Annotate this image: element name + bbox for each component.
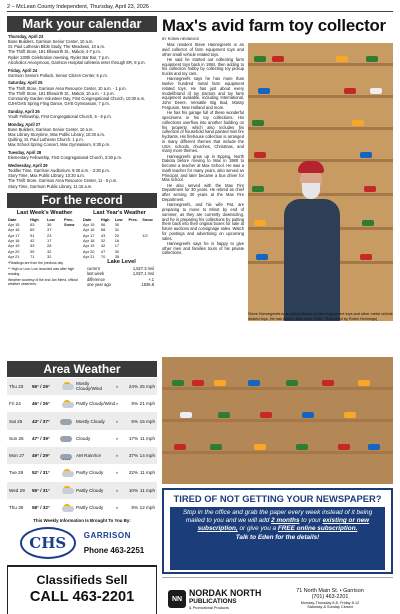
record-cell: Apr 20 <box>8 248 20 254</box>
partly-cloudy-icon <box>60 485 74 495</box>
partly-cloudy-icon <box>60 468 74 478</box>
record-header-cell: High <box>100 216 110 222</box>
record-cell: Apr 19 <box>8 243 20 249</box>
record-cell: 53 <box>30 243 35 249</box>
forecast-wind: 15 mph <box>139 418 155 424</box>
article-headline: Max's avid farm toy collector <box>162 16 386 35</box>
record-cell: Apr 15 <box>83 222 95 228</box>
record-note: ** High or Low: Low recorded was after high reading. <box>8 267 75 276</box>
calendar-date: Monday, April 27 <box>8 121 41 127</box>
article-paragraph: Hannegreefs, and his wife Pat, are preparing to move to Minot by end of summer, as they are currently downsizing, and he is preparing his collections by putting them back into their original boxes for sale at future auctions and consignage sales. Watch for postings and advertising on upcoming sales. <box>162 202 244 241</box>
forecast-day: Fri 24 <box>9 401 21 407</box>
records-title: For the record <box>7 193 157 208</box>
forecast-list <box>7 378 157 516</box>
calendar-event: St. Paul Lutheran Bible Study, The Meadows, 10 a.m. <box>8 44 106 50</box>
record-cell: 32 <box>47 248 52 254</box>
toy-truck <box>218 412 230 418</box>
classifieds-title: Classifieds Sell <box>36 573 128 588</box>
toy-tractor <box>254 220 266 226</box>
toy-tractor <box>192 380 204 386</box>
lake-label: current <box>87 266 100 272</box>
record-note: Weather courtesy of Ike and Jan Mertz, official weather observers. <box>8 277 78 286</box>
forecast-wind: 11 mph <box>140 470 155 476</box>
partly-cloudy-icon <box>60 399 74 409</box>
precip-drop-icon: ♦ <box>116 470 119 476</box>
record-cell: 71 <box>30 253 35 259</box>
records-section <box>7 208 157 358</box>
calendar-event: Community Garden Volunteer Day, First Congregational Church, 10:30 a.m. <box>8 95 146 101</box>
forecast-precip: 8% <box>131 505 139 510</box>
record-cell: 28 <box>47 243 52 249</box>
record-cell: Apr 15 <box>8 222 20 228</box>
forecast-row <box>7 464 157 481</box>
forecast-temp: 47° / 39° <box>32 435 50 441</box>
record-cell: Apr 17 <box>83 232 95 238</box>
record-cell: 69 <box>30 227 35 233</box>
publisher-hours-2: Saturday & Sunday Closed <box>307 605 353 610</box>
toy-truck <box>256 254 268 260</box>
toy-truck <box>370 88 382 94</box>
record-cell: 32 <box>100 237 106 243</box>
publisher-address: 71 North Main St. • Garrison <box>296 587 364 594</box>
calendar-event: Bone Builders, Garrison Senior Center, 10 a.m. <box>8 126 94 132</box>
article-paragraph: He has his garage full of these wonderful specimens in his toy collections. His collections overflow into another building on his property, which also includes his collection of household hand painted mini fire hydrants. His firehouse collection is arranged in many different themes that include the USA, schools, churches, Christmas, and many more themes. <box>162 110 244 154</box>
record-cell: 30 <box>114 248 120 254</box>
toy-truck <box>360 254 372 260</box>
record-cell: Apr 20 <box>83 248 95 254</box>
photo-caption: Steve Hannegreefs is an avid collector of farm equipment toys and other metal vehicle related toys. He has lived in Max since 1986. (Submitted by Robin Hennings) <box>248 312 393 321</box>
toy-tractor <box>174 444 186 450</box>
record-cell: Apr 21 <box>8 253 20 259</box>
subscription-headline: TIRED OF NOT GETTING YOUR NEWSPAPER? <box>173 493 382 504</box>
forecast-wind: 12 mph <box>139 505 155 510</box>
chs-text <box>84 531 144 555</box>
lake-label: difference <box>87 276 105 282</box>
record-cell: 70 <box>100 253 106 259</box>
sub-line-1: Stop in the office and grab the paper every week instead of it being mailed to you and we will add <box>182 509 373 525</box>
record-cell: 42 <box>100 243 106 249</box>
lake-value: 1,827.1 msl <box>132 271 154 277</box>
record-note: *Readings are from the previous day <box>8 261 64 266</box>
article-paragraph: Hannegreefs says he is happy to give other men and families tours of his private collections. <box>162 240 244 256</box>
man-beard <box>302 183 320 199</box>
nordak-logo-icon: NN <box>168 590 186 608</box>
toy-tractor <box>296 444 308 450</box>
toy-tractor <box>358 380 370 386</box>
record-header-cell: High <box>30 216 39 222</box>
calendar-date: Sunday, April 26 <box>8 108 40 114</box>
publisher-name <box>189 588 267 611</box>
forecast-day: Sat 25 <box>9 418 23 424</box>
sub-line-2: to your <box>301 517 321 525</box>
sponsor-title: This Weekly Information Is Brought To You By: <box>33 518 131 524</box>
forecast-row <box>7 499 157 516</box>
toy-truck <box>180 412 192 418</box>
shelf <box>248 95 393 98</box>
forecast-temp: 49° / 29° <box>32 453 50 459</box>
record-row <box>8 254 81 259</box>
publisher-contact <box>267 588 393 610</box>
toy-tractor <box>364 186 376 192</box>
shelf <box>162 419 393 422</box>
toy-truck <box>344 412 356 418</box>
calendar-event: Story Time, Garrison Public Library, 11:15 a.m. <box>8 183 93 189</box>
record-cell: Apr 17 <box>8 232 20 238</box>
publisher-name-1: NORDAK NORTH <box>189 587 262 598</box>
record-cell: 31 <box>114 227 120 233</box>
forecast-temp: 43° / 37° <box>32 418 50 424</box>
sub-line-4: Talk to Eden for the details! <box>235 533 320 541</box>
cloud-icon <box>60 436 72 442</box>
chs-name: GARRISON <box>83 531 131 541</box>
rain-icon <box>60 451 74 461</box>
publisher-name-3: & Promotional Products <box>189 605 229 610</box>
cloud-icon <box>62 471 74 477</box>
calendar-date: Thursday, April 23 <box>8 34 44 39</box>
forecast-condition: Partly Cloudy <box>76 505 104 510</box>
lake-value: 1836.8 <box>141 282 154 288</box>
forecast-day: Thu 23 <box>9 383 24 389</box>
record-cell: 63 <box>30 222 35 228</box>
toy-tractor <box>368 444 380 450</box>
calendar-event: GJH/GHS Spring Fling Dance, GHS Gymnasium, 7 p.m. <box>8 101 110 107</box>
toy-tractor <box>366 56 378 62</box>
forecast-precip: 10% <box>128 487 139 493</box>
toy-truck <box>258 88 270 94</box>
toy-tractor <box>172 380 184 386</box>
sub-link-1: 2 months <box>271 517 300 525</box>
toy-shelf-photo <box>162 357 393 484</box>
toy-truck <box>302 412 314 418</box>
precip-drop-icon: ♦ <box>116 505 119 510</box>
record-header-cell: Date <box>83 216 92 222</box>
record-cell: Apr 16 <box>8 227 20 233</box>
shelf <box>162 451 393 454</box>
sub-link-2: existing or new subscription, <box>197 517 370 533</box>
toy-tractor <box>254 56 266 62</box>
calendar-event: Toddler Time, Garrison Auditorium, 9:30 a.m. - 2:30 p.m. <box>8 168 110 174</box>
forecast-row <box>7 482 157 499</box>
last-week-heading: Last Week's Weather <box>16 209 73 216</box>
article-paragraph: He also served with the Max Fire Department for 30 years. He retired as chief after serving 30 years at the Max Fire Department. <box>162 182 244 202</box>
lake-label: one year ago <box>87 282 111 288</box>
shelf <box>248 159 393 162</box>
toy-truck <box>344 88 356 94</box>
forecast-precip: 8% <box>131 401 139 407</box>
record-cell: Apr 18 <box>8 237 20 243</box>
forecast-precip: 6% <box>131 418 139 424</box>
shelf <box>248 193 393 196</box>
toy-tractor <box>210 444 222 450</box>
cloud-icon <box>62 402 74 408</box>
precip-drop-icon: ♦ <box>116 418 119 424</box>
forecast-precip: 24% <box>128 383 139 389</box>
toy-tractor <box>362 220 374 226</box>
last-week-weather <box>7 210 82 356</box>
calendar-date: Wednesday, April 29 <box>8 163 48 168</box>
calendar-event: Max School Spring Concert, Max Gymnasium, 6:30 p.m. <box>8 142 111 148</box>
publisher-ad[interactable] <box>162 577 393 614</box>
forecast-day: Thu 30 <box>9 505 24 510</box>
forecast-precip: 22% <box>128 470 139 476</box>
precip-drop-icon: ♦ <box>116 383 119 389</box>
record-cell: Apr 18 <box>83 237 95 243</box>
publisher-name-2: PUBLICATIONS <box>189 597 237 605</box>
toy-tractor <box>254 444 266 450</box>
toy-tractor <box>360 152 372 158</box>
record-cell: 51 <box>30 232 35 238</box>
forecast-condition: Mostly Cloudy/Wind <box>76 381 103 392</box>
record-cell: Apr 19 <box>83 243 95 249</box>
calendar-event: Bone Builders, Garrison Senior Center, 10 a.m. <box>8 39 94 45</box>
record-cell: 23 <box>47 232 52 238</box>
calendar-title: Mark your calendar <box>7 16 157 32</box>
forecast-wind: 25 mph <box>139 383 155 389</box>
sub-line-3: or give you a <box>239 525 277 533</box>
lake-level <box>83 259 156 287</box>
man-figure <box>284 199 340 321</box>
record-cell <box>142 254 156 259</box>
forecast-row <box>7 395 157 412</box>
publisher-phone: (701) 463-2201 <box>311 594 349 601</box>
cloud-icon <box>60 419 72 425</box>
record-cell: 68 <box>100 227 106 233</box>
cloud-icon <box>62 384 74 390</box>
toy-tractor <box>252 120 264 126</box>
forecast-condition: Partly Cloudy <box>76 487 104 493</box>
forecast-condition: AM Rain/Ice <box>76 453 102 459</box>
calendar-event: Ryder 130th Celebration meeting, Ryder Bar Bar, 7 p.m. <box>8 54 110 60</box>
forecast-temp: 56° / 29° <box>32 383 50 389</box>
calendar-event: Max Library Storytime, Max Public Library, 10:30 a.m. <box>8 132 106 138</box>
sub-link-3: FREE online subscription. <box>277 525 358 533</box>
calendar-event: Alcoholics Anonymous, Garrison Hospital cafeteria enter through ER, 8 p.m. <box>8 59 146 65</box>
article-byline: BY ROBIN HENNINGS <box>162 37 200 41</box>
forecast-day: Sun 26 <box>9 435 24 441</box>
forecast-day: Tue 28 <box>9 470 24 476</box>
forecast-condition: Cloudy <box>76 435 91 441</box>
calendar-event: Story Time, Max Public Library, 10:30 a.m. <box>8 173 85 179</box>
toy-tractor <box>338 444 350 450</box>
record-cell: 43 <box>100 232 106 238</box>
left-column <box>7 16 157 614</box>
record-header-cell: Low <box>47 216 55 222</box>
toy-tractor <box>336 56 348 62</box>
record-header-cell: Date <box>8 216 17 222</box>
record-cell: Apr 21 <box>83 253 95 259</box>
cloud-icon <box>62 488 74 494</box>
calendar-event: Quilting, St. Paul Lutheran Church, 1 p.m. <box>8 137 84 143</box>
right-column <box>162 16 393 610</box>
forecast-row <box>7 447 157 464</box>
forecast-temp: 58° / 32° <box>32 505 50 510</box>
toy-tractor <box>322 380 334 386</box>
record-cell: Apr 16 <box>83 227 95 233</box>
article-paragraph: He said he started out collecting farm equipment toys back in 1984, then adding to his collection hobby by collecting toy pickup trucks and toy cars. <box>162 56 244 77</box>
forecast-wind: 14 mph <box>139 453 155 459</box>
forecast-day: Wed 29 <box>9 487 25 493</box>
cloud-icon <box>62 506 74 512</box>
classifieds-ad[interactable] <box>7 565 157 614</box>
lake-value: 1,827.3 msl <box>132 266 154 272</box>
chs-phone: Phone 463-2251 <box>83 546 145 556</box>
record-cell: 1/2 <box>142 232 148 238</box>
precip-drop-icon: ♦ <box>116 453 119 459</box>
last-year-heading: Last Year's Weather <box>93 209 146 216</box>
precip-drop-icon: ♦ <box>116 401 119 407</box>
forecast-wind: 21 mph <box>139 401 155 407</box>
publisher-hours-1: Monday-Thursday 8-5, Friday 8-12 <box>300 600 360 605</box>
forecast-wind: 11 mph <box>140 435 155 441</box>
record-header-cell: Prec. <box>128 216 138 222</box>
forecast-row <box>7 430 157 447</box>
calendar-list <box>7 32 157 191</box>
record-cell: 42 <box>30 237 35 243</box>
chs-logo: CHS <box>20 527 76 559</box>
calendar-date: Friday, April 24 <box>8 67 38 73</box>
lake-value: +.1 <box>148 276 154 282</box>
chs-ad[interactable] <box>7 524 157 562</box>
toy-tractor <box>352 120 364 126</box>
forecast-row <box>7 412 157 429</box>
sponsor-box <box>7 517 157 562</box>
precip-drop-icon: ♦ <box>116 487 119 493</box>
last-year-weather <box>83 210 156 259</box>
record-cell: 56 <box>100 222 106 228</box>
record-cell <box>64 254 81 259</box>
records-right-col <box>82 210 157 356</box>
forecast-wind: 11 mph <box>140 487 155 493</box>
record-cell: 35 <box>114 253 120 259</box>
precip-drop-icon: ♦ <box>116 435 119 441</box>
record-cell: 32 <box>47 253 52 259</box>
calendar-event: The Thrift Store, Garrison Area Resource Center, 11 - 5 p.m. <box>8 178 118 184</box>
rain-drops-icon <box>63 459 70 461</box>
toy-truck <box>260 412 272 418</box>
toy-tractor <box>286 380 298 386</box>
forecast-condition: Partly Cloudy <box>76 470 104 476</box>
forecast-day: Mon 27 <box>9 453 25 459</box>
record-cell: 47 <box>100 248 106 254</box>
calendar-event: The Thrift Store, 181 Ellsworth St., Makoti, 4-7 p.m. <box>8 49 101 55</box>
calendar-date: Tuesday, April 28 <box>8 150 42 156</box>
toy-tractor <box>272 56 284 62</box>
lake-row <box>87 282 156 287</box>
forecast-temp: 55° / 31° <box>32 487 50 493</box>
cloudy-icon <box>60 433 74 443</box>
record-cell: 16 <box>114 237 120 243</box>
calendar-date: Saturday, April 25 <box>8 80 43 86</box>
cloudy-icon <box>60 416 74 426</box>
shelf <box>162 387 393 390</box>
lake-heading: Lake Level <box>107 259 136 266</box>
forecast-precip: 17% <box>128 435 139 441</box>
partly-sunny-icon <box>60 381 74 391</box>
lake-label: last week <box>87 271 105 277</box>
record-header-cell: Low <box>114 216 123 222</box>
record-cell: 20 <box>114 232 120 238</box>
record-cell: 30 <box>114 222 120 228</box>
article-paragraph: Hannegreefs grew up in Epping, North Dakota before moving to Max in 1980 to become a teacher at Max School. He was a math teacher for many years, also served as Principal, and later became a bus driver for Max school. <box>162 153 244 183</box>
calendar-event: The Thrift Store, Garrison Area Resource Center, 10 a.m. - 1 p.m. <box>8 85 127 91</box>
subscription-body <box>170 507 385 570</box>
shelf <box>248 127 393 130</box>
article-paragraph: Hannegreefs says he has more than twelve hundred metal farm equipment related toys. He has just about every model/brand of toy tractors and toy farm equipment available, including International, John Deere, Versatile Big Bud, Massy Ferguson, New Holland and more. <box>162 76 244 110</box>
classifieds-phone: CALL 463-2201 <box>29 589 135 606</box>
record-cell: 17 <box>47 237 52 243</box>
calendar-event: Elementary Fellowship, First Congregational Church, 3:30 p.m. <box>8 155 122 161</box>
forecast-precip: 37% <box>128 453 139 459</box>
forecast-condition: Partly Cloudy/Wind <box>76 401 116 407</box>
toy-tractor <box>214 380 226 386</box>
forecast-condition: Mostly Cloudy <box>76 418 105 424</box>
calendar-event: Youth Fellowship, First Congregational Church, 5 - 8 p.m. <box>8 113 112 119</box>
record-cell: 36 <box>47 222 52 228</box>
page-header: 2 – McLean County Independent, Thursday, April 23, 2026 <box>7 3 393 12</box>
record-header-cell: Prec. Snow <box>64 216 75 228</box>
area-weather-title: Area Weather <box>7 361 157 377</box>
record-cell: 17 <box>114 243 120 249</box>
article-text <box>162 43 244 367</box>
record-header-cell: Snow <box>142 216 153 222</box>
calendar-event: Garrison Seniors Potluck, Senior Citizen Center, 6 p.m. <box>8 72 108 78</box>
toy-tractor <box>248 380 260 386</box>
toy-tractor <box>252 186 264 192</box>
record-cell: 59 <box>30 248 35 254</box>
forecast-row <box>7 378 157 395</box>
article-paragraph: Max resident Steve Hannegreefs is an avid collector of farm equipment toys and other small vehicle related toys. <box>162 43 244 57</box>
record-cell: 37 <box>47 227 52 233</box>
collector-photo <box>248 43 393 321</box>
subscription-ad[interactable] <box>162 488 393 574</box>
partly-cloudy-icon <box>60 503 74 513</box>
forecast-temp: 52° / 31° <box>32 470 50 476</box>
man-cap <box>298 161 324 173</box>
forecast-temp: 46° / 26° <box>32 401 50 407</box>
toy-tractor <box>254 152 266 158</box>
shelf <box>248 63 393 66</box>
calendar-event: The Thrift Store, 181 Ellsworth St., Makoti, 10 a.m. - 1 p.m. <box>8 90 115 96</box>
